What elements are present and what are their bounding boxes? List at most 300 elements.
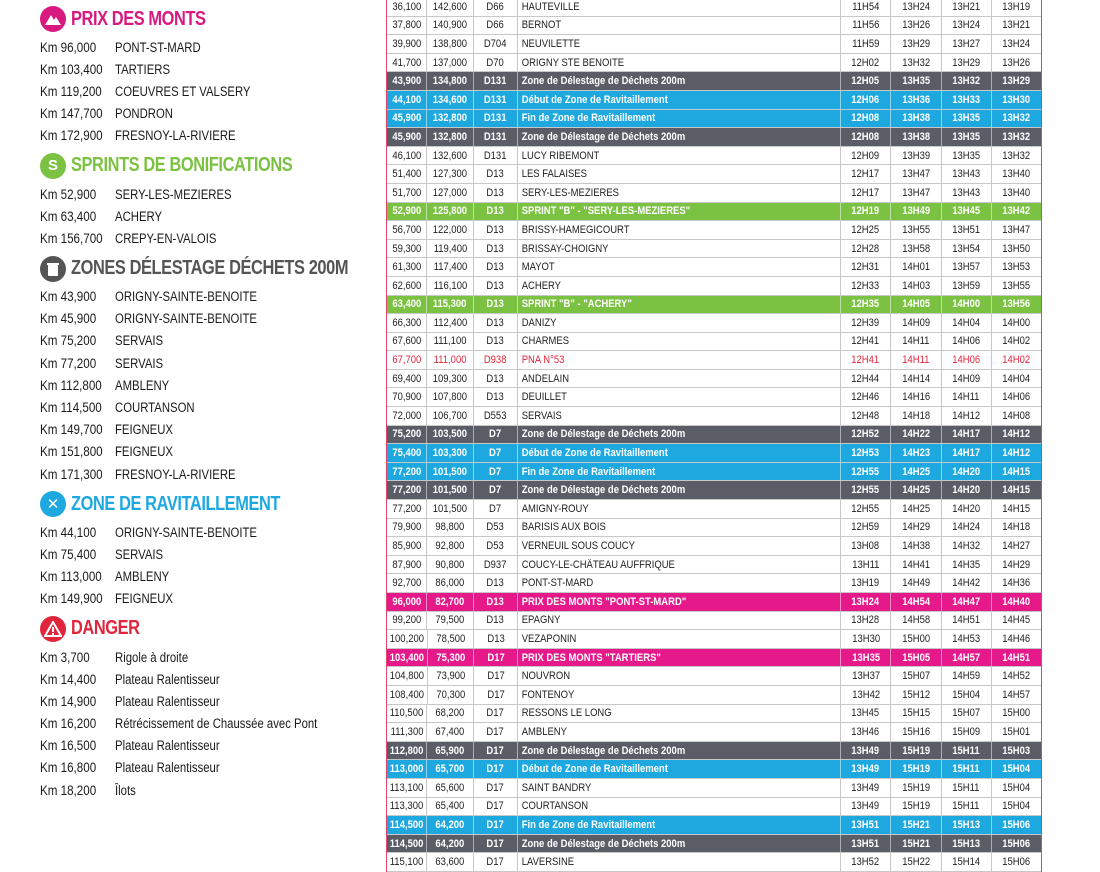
cell-road <box>474 72 518 90</box>
cell-text: 51,700 <box>392 186 422 199</box>
cell-text: 77,200 <box>392 465 422 478</box>
cell-time-d <box>992 351 1041 369</box>
cell-text: 68,200 <box>435 707 465 720</box>
cell-km-done <box>387 314 427 332</box>
cell-km-remaining <box>427 0 473 16</box>
entry-list <box>40 286 380 486</box>
cell-time-b <box>891 686 941 704</box>
cell-text: D13 <box>486 316 505 329</box>
cell-text: 13H42 <box>1002 205 1031 218</box>
cell-text: 64,200 <box>435 837 465 850</box>
cell-time-a <box>841 388 891 406</box>
cell-text: 14H47 <box>952 595 981 608</box>
cell-km-done <box>387 444 427 462</box>
cell-road <box>474 407 518 425</box>
cell-text: 67,700 <box>392 354 422 367</box>
cell-time-d <box>992 779 1041 797</box>
cell-time-b <box>891 184 941 202</box>
cell-road <box>474 649 518 667</box>
cell-road <box>474 667 518 685</box>
cell-text: 64,200 <box>435 818 465 831</box>
cell-text: 134,600 <box>432 93 468 106</box>
cell-text: Zone de Délestage de Déchets 200m <box>521 744 686 757</box>
cell-km-done <box>387 705 427 723</box>
cell-time-a <box>841 128 891 146</box>
cell-road <box>474 203 518 221</box>
cell-text: 73,900 <box>435 670 465 683</box>
list-item <box>40 566 380 588</box>
cell-time-d <box>992 481 1041 499</box>
cell-text: Fin de Zone de Ravitaillement <box>521 818 656 831</box>
cell-text: 15H04 <box>1002 763 1031 776</box>
cell-text: 13H49 <box>851 781 880 794</box>
cell-time-a <box>841 779 891 797</box>
cell-text: NEUVILETTE <box>521 37 581 50</box>
cell-km-done <box>387 574 427 592</box>
place-name: SERY-LES-MEZIERES <box>115 186 232 202</box>
place-name: Îlots <box>115 782 136 798</box>
cell-km-remaining <box>427 388 473 406</box>
table-row <box>387 240 1041 259</box>
cell-time-c <box>942 537 992 555</box>
cell-time-c <box>942 296 992 314</box>
table-row <box>387 0 1041 17</box>
section-title: ZONES DÉLESTAGE DÉCHETS 200M <box>71 257 349 279</box>
cell-text: 140,900 <box>432 19 468 32</box>
cell-km-done <box>387 221 427 239</box>
cell-text: 119,400 <box>433 242 467 255</box>
cell-km-done <box>387 779 427 797</box>
table-row <box>387 128 1041 147</box>
cell-text: D13 <box>486 632 505 645</box>
cell-text: 13H28 <box>851 614 880 627</box>
table-row <box>387 221 1041 240</box>
cell-text: 13H42 <box>851 688 880 701</box>
cell-km-done <box>387 147 427 165</box>
cell-text: 15H06 <box>1002 856 1031 869</box>
list-item <box>40 205 380 227</box>
cell-text: 14H09 <box>901 316 930 329</box>
cell-time-c <box>942 463 992 481</box>
cell-text: 113,100 <box>389 781 424 794</box>
cell-text: 78,500 <box>435 632 465 645</box>
cell-text: 14H25 <box>901 465 930 478</box>
table-row <box>387 649 1041 668</box>
cell-text: 44,100 <box>392 93 422 106</box>
cell-time-d <box>992 556 1041 574</box>
table-row <box>387 463 1041 482</box>
list-item <box>40 103 380 125</box>
cell-text: 96,000 <box>392 595 422 608</box>
table-row <box>387 686 1041 705</box>
cell-text: 13H43 <box>952 186 981 199</box>
cell-text: 12H41 <box>851 354 880 367</box>
cell-time-c <box>942 779 992 797</box>
cell-text: PRIX DES MONTS "TARTIERS" <box>522 651 662 664</box>
table-row <box>387 184 1041 203</box>
cell-location <box>518 835 841 853</box>
cell-time-a <box>841 277 891 295</box>
cell-time-b <box>891 426 941 444</box>
cell-text: 15H15 <box>901 707 930 720</box>
cell-time-a <box>841 667 891 685</box>
cell-time-a <box>841 574 891 592</box>
cell-km-remaining <box>427 110 473 128</box>
cell-km-remaining <box>427 723 473 741</box>
cell-text: 87,900 <box>392 558 422 571</box>
entry-list <box>40 36 380 147</box>
cell-road <box>474 519 518 537</box>
cell-text: VEZAPONIN <box>522 632 577 645</box>
place-name: CREPY-EN-VALOIS <box>115 230 217 246</box>
cell-time-c <box>942 835 992 853</box>
cell-time-c <box>942 258 992 276</box>
cell-time-a <box>841 519 891 537</box>
cell-text: HAUTEVILLE <box>521 0 580 13</box>
cell-time-c <box>942 72 992 90</box>
cell-road <box>474 760 518 778</box>
cell-km-remaining <box>428 630 474 648</box>
cell-km-done <box>387 593 427 611</box>
cell-text: 14H18 <box>901 409 930 422</box>
cell-text: 138,800 <box>432 37 468 50</box>
cell-text: 13H55 <box>1002 279 1031 292</box>
cell-text: 13H49 <box>851 800 880 813</box>
km-value: Km 14,400 <box>40 671 97 687</box>
cell-text: 41,700 <box>392 56 422 69</box>
km-value: Km 44,100 <box>40 524 97 540</box>
cell-text: 12H46 <box>851 391 880 404</box>
cell-km-done <box>387 184 427 202</box>
cell-text: 14H36 <box>1002 577 1031 590</box>
cell-text: 14H06 <box>1002 391 1031 404</box>
cell-text: 14H03 <box>901 279 930 292</box>
cell-text: 14H20 <box>952 502 981 515</box>
list-item <box>40 463 380 485</box>
table-row <box>387 574 1041 593</box>
cell-time-c <box>942 370 992 388</box>
cell-km-remaining <box>427 481 473 499</box>
cell-text: 14H02 <box>1002 354 1031 367</box>
cell-time-a <box>841 723 891 741</box>
table-row <box>387 798 1041 817</box>
cell-time-a <box>841 333 891 351</box>
table-row <box>387 630 1041 649</box>
cell-km-remaining <box>427 17 473 35</box>
cell-time-d <box>992 203 1041 221</box>
cell-text: 15H21 <box>901 818 930 831</box>
cell-road <box>474 500 518 518</box>
table-row <box>387 407 1041 426</box>
cell-time-b <box>891 853 941 871</box>
cell-text: D7 <box>489 465 502 478</box>
cell-text: 12H25 <box>851 223 880 236</box>
cell-road <box>474 742 518 760</box>
cell-text: 14H54 <box>901 595 930 608</box>
cell-location <box>518 760 841 778</box>
cell-time-a <box>841 54 891 72</box>
cell-time-d <box>992 426 1041 444</box>
cell-km-done <box>387 296 427 314</box>
section-sprints <box>40 149 380 250</box>
cell-text: 85,900 <box>392 540 422 553</box>
cell-road <box>474 816 518 834</box>
cell-text: 15H04 <box>1002 800 1031 813</box>
km-value: Km 147,700 <box>40 106 103 122</box>
cell-location <box>518 593 841 611</box>
cell-text: 65,600 <box>435 781 465 794</box>
cell-text: 13H24 <box>851 595 880 608</box>
cell-text: Début de Zone de Ravitaillement <box>521 763 668 776</box>
cell-km-remaining <box>427 705 473 723</box>
cell-text: 13H35 <box>952 130 981 143</box>
cell-time-a <box>841 630 891 648</box>
cell-time-a <box>841 798 891 816</box>
entry-list <box>40 183 380 250</box>
cell-time-b <box>891 630 941 648</box>
cell-time-c <box>942 128 992 146</box>
cell-time-a <box>841 314 891 332</box>
cell-text: 12H39 <box>851 316 880 329</box>
cell-km-done <box>387 537 427 555</box>
cell-text: Fin de Zone de Ravitaillement <box>521 465 656 478</box>
place-name: COURTANSON <box>115 400 195 416</box>
cell-text: D131 <box>484 130 507 143</box>
cell-text: 13H30 <box>851 632 880 645</box>
cell-text: 15H11 <box>952 781 980 794</box>
table-row <box>387 54 1041 73</box>
cell-location <box>518 481 841 499</box>
cell-text: 67,600 <box>392 335 422 348</box>
cell-text: 111,000 <box>433 354 467 367</box>
table-row <box>387 537 1041 556</box>
cell-text: 14H17 <box>952 447 981 460</box>
cell-text: 12H17 <box>851 186 880 199</box>
cell-text: D66 <box>486 19 505 32</box>
cell-text: 72,000 <box>392 409 422 422</box>
cell-text: 14H14 <box>901 372 930 385</box>
cell-km-remaining <box>427 816 473 834</box>
cell-time-a <box>841 742 891 760</box>
cell-location <box>518 333 841 351</box>
cell-km-remaining <box>427 444 473 462</box>
cell-text: 15H12 <box>902 688 930 701</box>
cell-location <box>518 742 841 760</box>
cell-location <box>518 258 841 276</box>
place-name: FEIGNEUX <box>115 444 173 460</box>
cell-text: 12H55 <box>851 465 880 478</box>
cell-location <box>518 72 841 90</box>
cell-location <box>518 370 841 388</box>
cell-text: 12H41 <box>851 335 880 348</box>
cell-text: 14H29 <box>1002 558 1031 571</box>
cell-text: BRISSAY-CHOIGNY <box>521 242 609 255</box>
place-name: Plateau Ralentisseur <box>115 693 220 709</box>
cell-location <box>518 705 841 723</box>
section-header <box>40 487 380 521</box>
cell-time-c <box>942 686 992 704</box>
cell-time-a <box>841 705 891 723</box>
cell-text: 15H04 <box>1002 781 1031 794</box>
cell-text: 117,400 <box>433 261 467 274</box>
cell-time-b <box>891 723 941 741</box>
cell-road <box>474 296 518 314</box>
list-item <box>40 690 380 712</box>
cell-text: 75,200 <box>392 428 422 441</box>
cell-km-done <box>387 481 427 499</box>
cell-text: 13H59 <box>952 279 981 292</box>
cell-km-remaining <box>427 314 473 332</box>
place-name: AMBLENY <box>115 377 170 393</box>
cell-text: 12H33 <box>851 279 880 292</box>
cell-time-b <box>891 296 941 314</box>
mountain-icon <box>40 6 66 32</box>
km-value: Km 172,900 <box>40 128 103 144</box>
cell-time-a <box>841 370 891 388</box>
cell-text: 14H29 <box>901 521 930 534</box>
cell-time-d <box>992 537 1041 555</box>
cell-km-remaining <box>427 35 473 53</box>
cell-text: 115,100 <box>389 856 424 869</box>
cell-road <box>474 556 518 574</box>
cell-location <box>518 500 841 518</box>
cell-text: 13H27 <box>952 37 981 50</box>
place-name: TARTIERS <box>115 61 171 77</box>
table-row <box>387 556 1041 575</box>
cell-text: D17 <box>486 707 505 720</box>
cell-text: 15H06 <box>1002 837 1031 850</box>
place-name: Plateau Ralentisseur <box>115 671 220 687</box>
place-name: ORIGNY-SAINTE-BENOITE <box>115 311 257 327</box>
cell-text: 13H47 <box>1002 223 1031 236</box>
cell-time-d <box>992 407 1041 425</box>
cell-time-b <box>891 17 941 35</box>
cell-road <box>474 314 518 332</box>
cell-text: 13H32 <box>1002 130 1031 143</box>
cell-time-c <box>942 667 992 685</box>
cell-text: 14H12 <box>1002 447 1031 460</box>
cell-road <box>474 444 518 462</box>
cell-text: 14H57 <box>952 651 981 664</box>
cell-km-remaining <box>427 835 473 853</box>
cell-text: 14H20 <box>952 465 981 478</box>
cell-km-done <box>387 816 427 834</box>
cell-time-b <box>891 240 941 258</box>
cell-time-b <box>891 519 941 537</box>
place-name: FRESNOY-LA-RIVIERE <box>115 128 236 144</box>
cell-text: 63,400 <box>392 298 422 311</box>
cell-time-b <box>891 0 941 16</box>
cell-text: 13H24 <box>952 19 981 32</box>
cell-text: SAINT BANDRY <box>521 781 592 794</box>
cell-text: 14H04 <box>952 316 981 329</box>
cell-location <box>518 240 841 258</box>
cell-text: 14H27 <box>1002 540 1031 553</box>
cell-time-b <box>891 779 941 797</box>
cell-time-b <box>891 221 941 239</box>
cell-text: 14H58 <box>901 614 930 627</box>
cell-km-remaining <box>427 165 473 183</box>
cell-time-c <box>942 556 992 574</box>
cell-text: 107,800 <box>432 391 468 404</box>
cell-text: 14H53 <box>952 632 981 645</box>
cell-text: D17 <box>486 818 505 831</box>
cell-text: 65,900 <box>435 744 465 757</box>
list-item <box>40 735 380 757</box>
cell-km-done <box>387 110 427 128</box>
cell-text: 15H11 <box>952 800 980 813</box>
cell-time-a <box>841 110 891 128</box>
cell-km-done <box>387 91 427 109</box>
cell-text: Fin de Zone de Ravitaillement <box>521 112 656 125</box>
place-name: SERVAIS <box>115 333 164 349</box>
cell-location <box>518 779 841 797</box>
cell-time-a <box>841 556 891 574</box>
cell-time-c <box>942 705 992 723</box>
cell-text: D13 <box>486 223 505 236</box>
cell-time-b <box>891 593 941 611</box>
cell-time-a <box>841 426 891 444</box>
table-row <box>387 72 1041 91</box>
cell-text: 14H09 <box>952 372 981 385</box>
cell-text: D17 <box>486 856 505 869</box>
list-item <box>40 80 380 102</box>
km-value: Km 112,800 <box>40 377 102 393</box>
cell-time-a <box>841 537 891 555</box>
km-value: Km 103,400 <box>40 61 103 77</box>
cell-road <box>474 17 518 35</box>
cell-road <box>474 54 518 72</box>
place-name: FRESNOY-LA-RIVIERE <box>115 466 236 482</box>
cell-location <box>518 184 841 202</box>
sprint-icon: S <box>40 153 66 179</box>
cell-km-done <box>387 667 428 685</box>
cell-text: D13 <box>486 242 505 255</box>
list-item <box>40 308 380 330</box>
cell-time-d <box>992 723 1041 741</box>
cell-text: 127,300 <box>432 168 468 181</box>
cell-text: 13H29 <box>952 56 981 69</box>
place-name: FEIGNEUX <box>115 591 173 607</box>
cell-text: D17 <box>486 651 505 664</box>
table-row <box>387 203 1041 222</box>
cell-text: 13H38 <box>901 130 930 143</box>
cell-text: 12H48 <box>851 409 880 422</box>
cell-time-d <box>992 277 1041 295</box>
cell-text: PRIX DES MONTS "PONT-ST-MARD" <box>521 595 687 608</box>
cell-time-c <box>942 500 992 518</box>
cell-text: 14H35 <box>952 558 981 571</box>
cell-road <box>474 612 518 630</box>
cell-text: 61,300 <box>392 261 422 274</box>
section-dechets <box>40 252 380 486</box>
cell-time-b <box>891 54 941 72</box>
cell-km-done <box>387 649 428 667</box>
cell-km-done <box>387 203 427 221</box>
cell-time-c <box>942 742 992 760</box>
cell-text: 100,200 <box>389 632 424 645</box>
cell-text: 14H15 <box>1002 484 1031 497</box>
cell-time-d <box>992 72 1041 90</box>
legend-panel <box>40 0 380 801</box>
cell-text: 14H24 <box>952 521 981 534</box>
cell-km-remaining <box>427 760 473 778</box>
cell-road <box>474 370 518 388</box>
cell-road <box>474 388 518 406</box>
km-value: Km 149,900 <box>40 591 103 607</box>
cell-text: 12H08 <box>851 112 880 125</box>
cell-km-done <box>387 760 427 778</box>
